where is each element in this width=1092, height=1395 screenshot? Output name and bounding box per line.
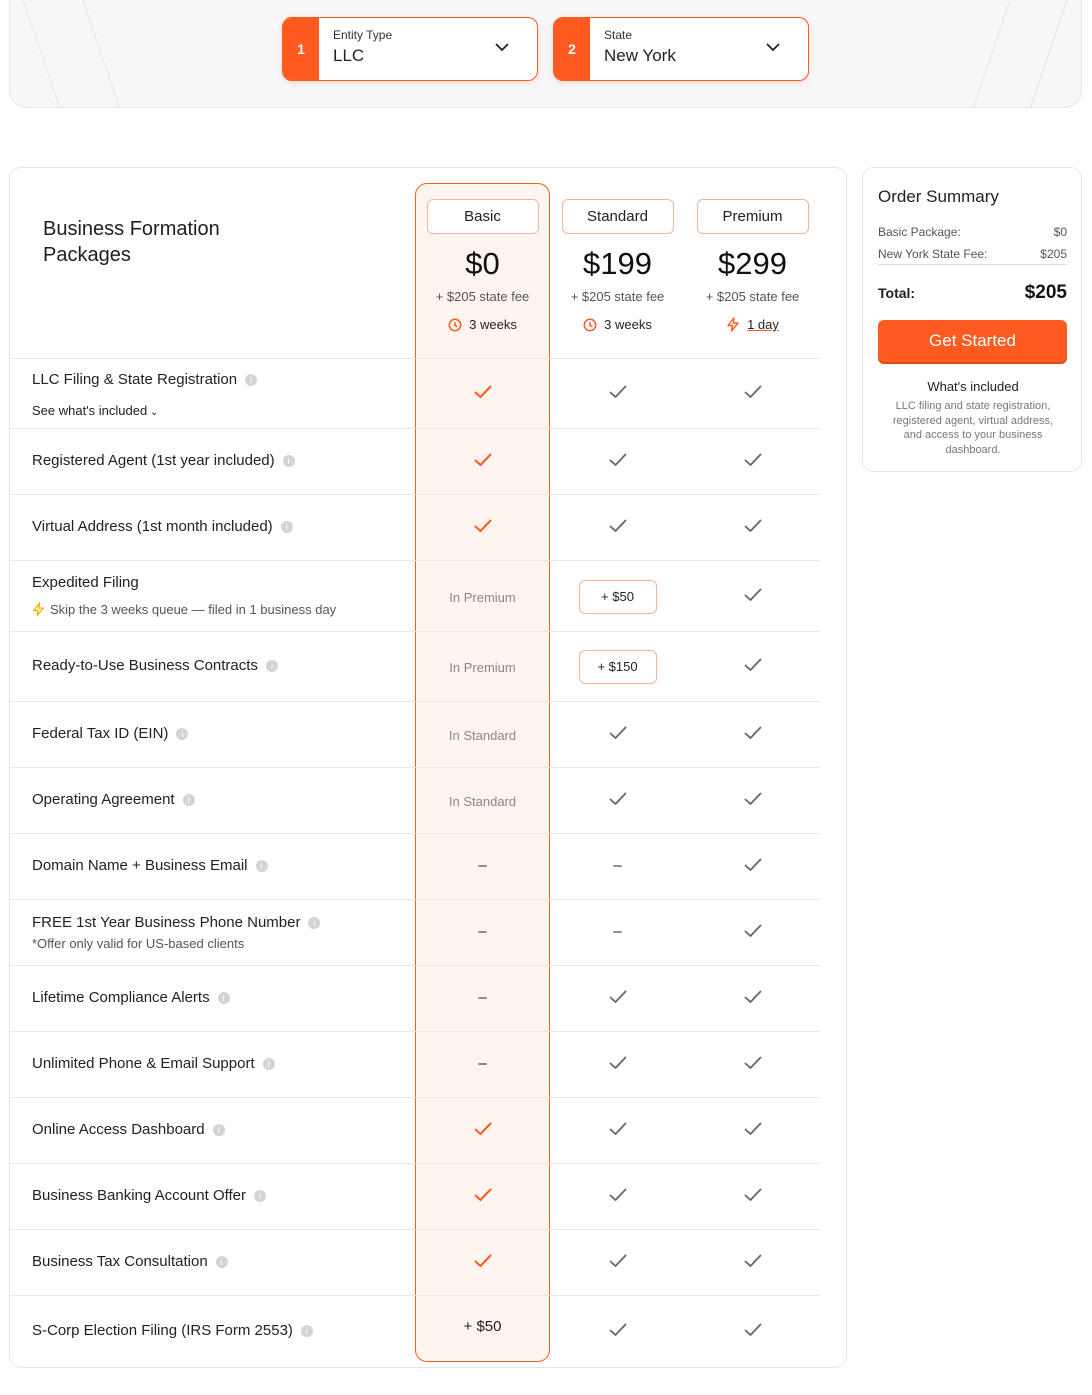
- plan-cell: [415, 1318, 550, 1336]
- check-icon: [609, 519, 627, 533]
- summary-line-label: New York State Fee:: [878, 247, 988, 261]
- info-icon[interactable]: i: [281, 521, 293, 533]
- feature-label: [32, 1055, 275, 1072]
- feature-label: [32, 725, 188, 742]
- plan-cell: [550, 1323, 685, 1342]
- feature-label: [32, 657, 278, 674]
- feature-label: [32, 452, 295, 469]
- summary-line: [878, 225, 1067, 239]
- info-icon[interactable]: i: [301, 1325, 313, 1337]
- check-icon: [744, 990, 762, 1004]
- feature-label-text: FREE 1st Year Business Phone Number: [32, 914, 301, 931]
- check-icon: [744, 453, 762, 467]
- plan-cell: [685, 924, 820, 943]
- decorative-lines: [10, 0, 1082, 108]
- expedited-filing-note: [32, 602, 336, 617]
- feature-row: [10, 1229, 820, 1295]
- included-in-label: In Premium: [449, 660, 516, 675]
- feature-label-text: Business Banking Account Offer: [32, 1187, 247, 1204]
- plan-cell: [685, 726, 820, 745]
- feature-label: [32, 914, 320, 931]
- feature-label: [32, 1253, 228, 1270]
- entity-type-value: LLC: [333, 46, 365, 65]
- summary-line-value: $205: [1040, 247, 1067, 261]
- feature-row: [10, 1295, 820, 1367]
- included-in-label: In Standard: [448, 728, 517, 743]
- feature-row: [10, 1163, 820, 1229]
- plan-cell: [415, 659, 550, 677]
- plan-cell: [550, 519, 685, 538]
- plan-cell: [685, 1188, 820, 1207]
- plan-cell: [415, 1122, 550, 1141]
- feature-label-text: Ready-to-Use Business Contracts: [32, 657, 258, 674]
- not-included-dash: –: [613, 923, 622, 940]
- check-icon: [474, 519, 492, 533]
- packages-title: Business Formation Packages: [43, 218, 220, 266]
- plan-time: [415, 317, 550, 332]
- check-icon: [474, 1122, 492, 1136]
- feature-label-text: Domain Name + Business Email: [32, 857, 248, 874]
- plan-premium-button[interactable]: Premium: [697, 199, 809, 234]
- feature-row: [10, 833, 820, 899]
- info-icon[interactable]: i: [254, 1190, 266, 1202]
- plan-cell: [415, 923, 550, 941]
- plan-cell: [415, 793, 550, 811]
- info-icon[interactable]: i: [245, 374, 257, 386]
- check-icon: [744, 658, 762, 672]
- plan-cell: [415, 1254, 550, 1273]
- check-icon: [609, 1122, 627, 1136]
- plan-cell: [550, 857, 685, 875]
- plan-state-fee: + $205 state fee: [705, 289, 800, 304]
- total-label: Total:: [878, 285, 916, 301]
- feature-row: [10, 767, 820, 833]
- feature-row: [10, 1097, 820, 1163]
- feature-label: [32, 857, 268, 874]
- plan-cell: [550, 1254, 685, 1273]
- feature-row: [10, 494, 820, 560]
- plan-cell: [415, 857, 550, 875]
- whats-included-description: LLC filing and state registration, registered agent, virtual address, and access to your business dashboard.: [892, 400, 1054, 456]
- plan-cell: [415, 385, 550, 404]
- plan-cell: [685, 1122, 820, 1141]
- not-included-dash: –: [478, 857, 487, 874]
- plan-cell: [550, 1188, 685, 1207]
- check-icon: [474, 453, 492, 467]
- state-value: New York: [604, 46, 676, 65]
- plan-cell: [415, 1055, 550, 1073]
- plan-cell: [415, 727, 550, 745]
- feature-label-text: Registered Agent (1st year included): [32, 452, 275, 469]
- feature-label: [32, 371, 257, 388]
- feature-label-text: Virtual Address (1st month included): [32, 518, 273, 535]
- info-icon[interactable]: i: [218, 992, 230, 1004]
- plan-cell: [685, 1056, 820, 1075]
- plan-standard: [550, 199, 685, 332]
- order-summary-card: [862, 167, 1082, 472]
- entity-type-select[interactable]: [282, 17, 538, 81]
- feature-label: [32, 518, 293, 535]
- included-in-label: In Premium: [449, 589, 516, 605]
- plan-cell: [685, 792, 820, 811]
- feature-row: [10, 1031, 820, 1097]
- check-icon: [609, 1056, 627, 1070]
- plan-cell: [685, 519, 820, 538]
- feature-label-text: LLC Filing & State Registration: [32, 371, 238, 388]
- feature-label-text: Expedited Filing: [32, 574, 139, 591]
- plan-state-fee: + $205 state fee: [570, 289, 665, 304]
- state-label: State: [604, 28, 633, 42]
- feature-label-text: Online Access Dashboard: [32, 1121, 205, 1138]
- info-icon[interactable]: i: [263, 1058, 275, 1070]
- see-whats-included-text: See what's included: [32, 403, 148, 418]
- info-icon[interactable]: i: [216, 1256, 228, 1268]
- check-icon: [744, 519, 762, 533]
- plan-cell: [550, 923, 685, 941]
- check-icon: [609, 1188, 627, 1202]
- plan-price: $299: [718, 246, 787, 281]
- not-included-dash: –: [613, 857, 622, 874]
- plan-cell: [415, 519, 550, 538]
- check-icon: [744, 726, 762, 740]
- check-icon: [744, 858, 762, 872]
- feature-label-text: Operating Agreement: [32, 791, 175, 808]
- plan-price: $199: [583, 246, 652, 281]
- feature-label: [32, 1121, 225, 1138]
- feature-row: [10, 899, 820, 965]
- check-icon: [609, 1323, 627, 1337]
- plan-cell: [550, 385, 685, 404]
- info-icon[interactable]: i: [266, 660, 278, 672]
- info-icon[interactable]: i: [176, 728, 188, 740]
- feature-label-text: Federal Tax ID (EIN): [32, 725, 169, 742]
- plan-basic: [415, 199, 550, 332]
- plan-time-text: 1 day: [747, 317, 779, 332]
- plan-time: [685, 317, 820, 332]
- check-icon: [744, 792, 762, 806]
- check-icon: [609, 726, 627, 740]
- plan-cell: [550, 726, 685, 745]
- plan-cell: [685, 385, 820, 404]
- state-select[interactable]: [553, 17, 809, 81]
- plan-standard-button[interactable]: Standard: [562, 199, 674, 234]
- check-icon: [609, 385, 627, 399]
- feature-row: [10, 560, 820, 631]
- feature-row: [10, 358, 820, 428]
- top-selector-panel: [9, 0, 1082, 108]
- check-icon: [744, 1122, 762, 1136]
- not-included-dash: –: [478, 1055, 487, 1072]
- feature-row: [10, 428, 820, 494]
- info-icon[interactable]: i: [183, 794, 195, 806]
- info-icon[interactable]: i: [308, 917, 320, 929]
- clock-icon: [583, 318, 597, 332]
- plan-basic-button[interactable]: Basic: [427, 199, 539, 234]
- feature-label-text: Business Tax Consultation: [32, 1253, 208, 1270]
- add-on-button[interactable]: + $150: [579, 650, 657, 684]
- check-icon: [744, 1056, 762, 1070]
- check-icon: [609, 792, 627, 806]
- add-on-button[interactable]: + $50: [579, 580, 657, 614]
- check-icon: [744, 924, 762, 938]
- entity-type-label: Entity Type: [333, 28, 393, 42]
- plan-time-text: 3 weeks: [469, 317, 517, 332]
- plan-cell: [415, 1188, 550, 1207]
- plan-cell: [685, 588, 820, 607]
- total-value: $205: [1024, 282, 1067, 303]
- check-icon: [474, 1254, 492, 1268]
- plan-cell: [685, 658, 820, 677]
- step-number: 2: [554, 18, 590, 80]
- feature-row: [10, 701, 820, 767]
- plan-premium: [685, 199, 820, 332]
- feature-label-text: S-Corp Election Filing (IRS Form 2553): [32, 1322, 293, 1339]
- plan-cell: [550, 1122, 685, 1141]
- plan-cell: [550, 792, 685, 811]
- feature-row: [10, 631, 820, 701]
- plan-cell: [685, 990, 820, 1009]
- lightning-icon: [726, 317, 740, 332]
- plan-cell: [550, 580, 685, 614]
- feature-label: [32, 574, 139, 591]
- lightning-icon: [32, 602, 45, 617]
- get-started-button[interactable]: Get Started: [878, 320, 1067, 362]
- summary-line-value: $0: [1053, 225, 1067, 239]
- check-icon: [609, 453, 627, 467]
- check-icon: [744, 385, 762, 399]
- see-whats-included-link[interactable]: [32, 403, 158, 418]
- plan-cell: [685, 1254, 820, 1273]
- plan-time: [550, 317, 685, 332]
- plan-cell: [550, 990, 685, 1009]
- not-included-dash: –: [478, 923, 487, 940]
- feature-label: [32, 791, 195, 808]
- plan-cell: [550, 453, 685, 472]
- info-icon[interactable]: i: [213, 1124, 225, 1136]
- summary-total: [878, 282, 1067, 304]
- feature-label-text: Unlimited Phone & Email Support: [32, 1055, 255, 1072]
- check-icon: [474, 385, 492, 399]
- feature-row: [10, 965, 820, 1031]
- chevron-down-icon: [495, 43, 509, 52]
- check-icon: [744, 1254, 762, 1268]
- feature-label: [32, 1322, 313, 1339]
- chevron-down-icon: [766, 43, 780, 52]
- chevron-down-icon: ⌄: [147, 407, 159, 418]
- check-icon: [744, 1188, 762, 1202]
- whats-included-title: What's included: [927, 379, 1019, 394]
- check-icon: [609, 990, 627, 1004]
- included-in-label: In Standard: [448, 794, 517, 809]
- summary-line: [878, 247, 1067, 261]
- check-icon: [744, 588, 762, 602]
- info-icon[interactable]: i: [283, 455, 295, 467]
- feature-label: [32, 1187, 266, 1204]
- plan-cell: [550, 1056, 685, 1075]
- plan-cell: [415, 989, 550, 1007]
- feature-label: [32, 989, 230, 1006]
- order-summary-title: Order Summary: [878, 187, 999, 206]
- plan-cell: [685, 858, 820, 877]
- add-on-price[interactable]: + $50: [463, 1318, 502, 1335]
- check-icon: [474, 1188, 492, 1202]
- summary-line-label: Basic Package:: [878, 225, 961, 239]
- plan-cell: [550, 650, 685, 684]
- plan-cell: [685, 453, 820, 472]
- check-icon: [609, 1254, 627, 1268]
- plan-cell: [415, 453, 550, 472]
- check-icon: [744, 1323, 762, 1337]
- plan-price: $0: [465, 246, 500, 281]
- expedited-filing-note-text: Skip the 3 weeks queue — filed in 1 business day: [50, 602, 337, 617]
- clock-icon: [448, 318, 462, 332]
- plan-time-text: 3 weeks: [604, 317, 652, 332]
- summary-divider: [878, 264, 1067, 265]
- plan-cell: [685, 1323, 820, 1342]
- not-included-dash: –: [478, 989, 487, 1006]
- offer-note: *Offer only valid for US-based clients: [32, 936, 245, 951]
- plan-state-fee: + $205 state fee: [435, 289, 530, 304]
- info-icon[interactable]: i: [256, 860, 268, 872]
- plan-cell: [415, 589, 550, 607]
- feature-label-text: Lifetime Compliance Alerts: [32, 989, 210, 1006]
- step-number: 1: [283, 18, 319, 80]
